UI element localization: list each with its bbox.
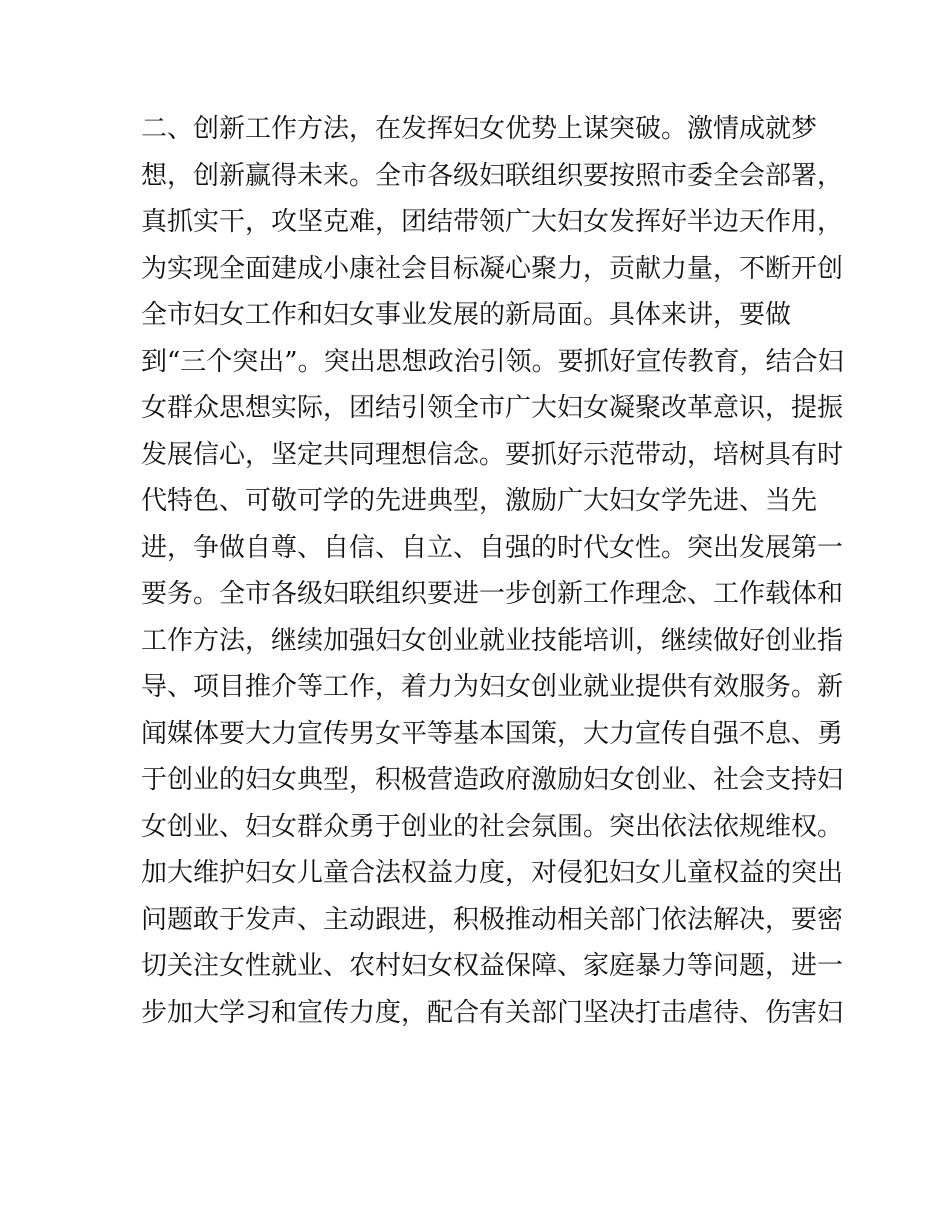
text-line: 女创业、妇女群众勇于创业的社会氛围。突出依法依规维权。: [141, 811, 844, 842]
text-line: 导、项目推介等工作，着力为妇女创业就业提供有效服务。新: [141, 672, 844, 702]
body-paragraph: [141, 106, 844, 1036]
text-line: 闻媒体要大力宣传男女平等基本国策，大力宣传自强不息、勇: [141, 718, 844, 749]
text-line: 真抓实干，攻坚克难，团结带领广大妇女发挥好半边天作用，: [141, 207, 844, 237]
text-line: 全市妇女工作和妇女事业发展的新局面。具体来讲，要做: [141, 300, 792, 330]
text-line: 于创业的妇女典型，积极营造政府激励妇女创业、社会支持妇: [141, 765, 844, 795]
text-line: 要务。全市各级妇联组织要进一步创新工作理念、工作载体和: [141, 579, 844, 609]
text-line: 切关注女性就业、农村妇女权益保障、家庭暴力等问题，进一: [141, 951, 844, 981]
text-line: 女群众思想实际，团结引领全市广大妇女凝聚改革意识，提振: [141, 393, 844, 423]
text-line: 发展信心，坚定共同理想信念。要抓好示范带动，培树具有时: [141, 439, 844, 470]
text-line: 进，争做自尊、自信、自立、自强的时代女性。突出发展第一: [141, 532, 844, 563]
text-line: 代特色、可敬可学的先进典型，激励广大妇女学先进、当先: [141, 486, 818, 516]
text-line: 为实现全面建成小康社会目标凝心聚力，贡献力量，不断开创: [141, 253, 844, 284]
text-line: 问题敢于发声、主动跟进，积极推动相关部门依法解决，要密: [141, 904, 844, 935]
text-line: 步加大学习和宣传力度，配合有关部门坚决打击虐待、伤害妇: [141, 997, 844, 1028]
text-line: 工作方法，继续加强妇女创业就业技能培训，继续做好创业指: [141, 625, 844, 656]
text-line: 二、创新工作方法，在发挥妇女优势上谋突破。激情成就梦: [141, 114, 818, 144]
text-line: 加大维护妇女儿童合法权益力度，对侵犯妇女儿童权益的突出: [141, 858, 844, 888]
text-line: 到“三个突出”。突出思想政治引领。要抓好宣传教育，结合妇: [141, 346, 844, 377]
text-line: 想，创新赢得未来。全市各级妇联组织要按照市委全会部署，: [141, 160, 844, 191]
